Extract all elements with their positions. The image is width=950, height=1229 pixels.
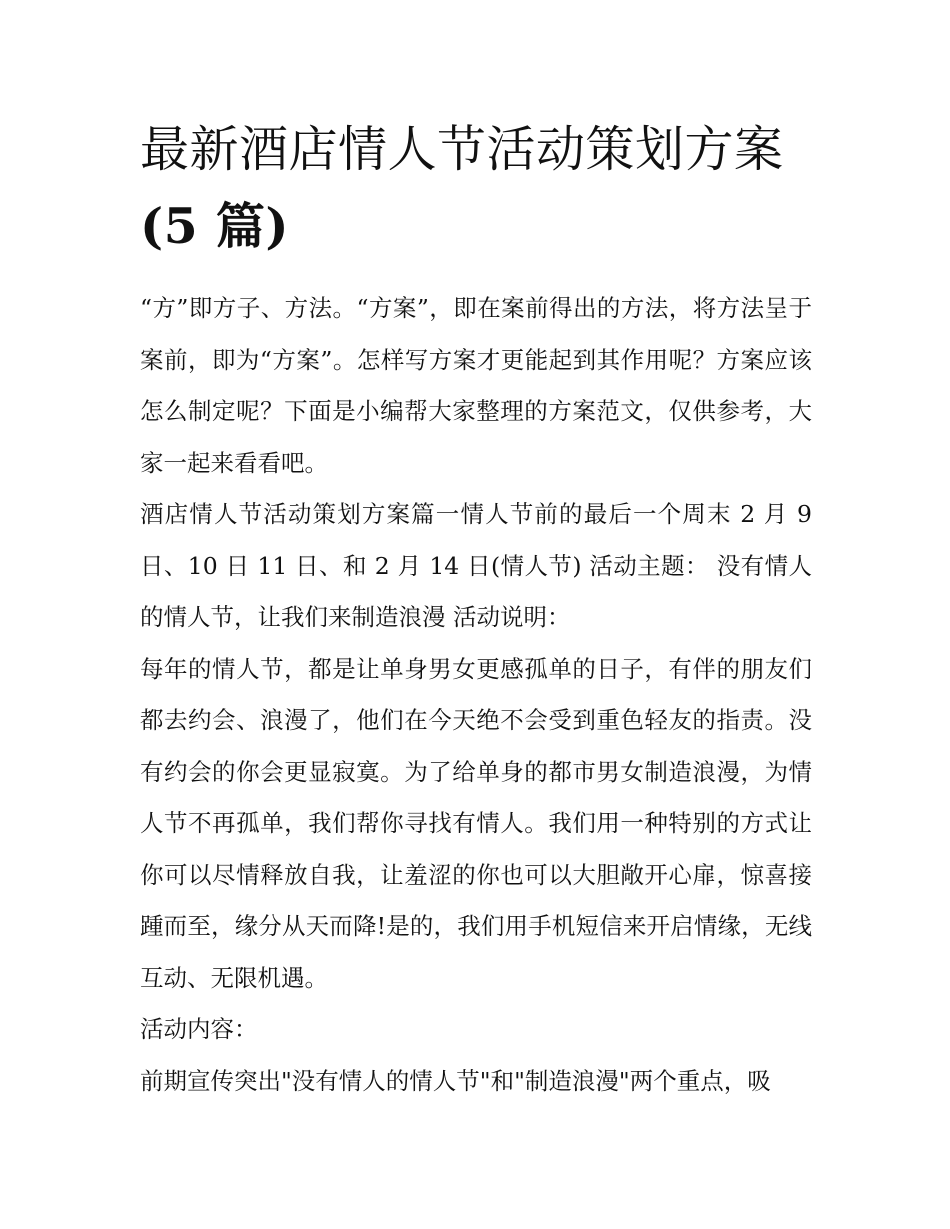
intro-paragraph: “方”即方子、方法。“方案”，即在案前得出的方法，将方法呈于案前，即为“方案”。怎样写方案才更能起到其作用呢？方案应该怎么制定呢？下面是小编帮大家整理的方案范文，仅供参考，大家一起来看看吧。 xyxy=(140,294,812,477)
title-count-line: (5 篇) xyxy=(140,197,290,255)
plan-one-paragraph: 酒店情人节活动策划方案篇一情人节前的最后一个周末 2 月 9 日、10 日 11 日、和 2 月 14 日(情人节) 活动主题： 没有情人的情人节，让我们来制造浪漫 活动说明： xyxy=(140,500,812,631)
promotion-paragraph: 前期宣传突出"没有情人的情人节"和"制造浪漫"两个重点，吸 xyxy=(140,1066,771,1095)
activity-description-paragraph: 每年的情人节，都是让单身男女更感孤单的日子，有伴的朋友们都去约会、浪漫了，他们在今天绝不会受到重色轻友的指责。没有约会的你会更显寂寞。为了给单身的都市男女制造浪漫，为情人节不再孤单，我们帮你寻找有情人。我们用一种特别的方式让你可以尽情释放自我，让羞涩的你也可以大胆敞开心扉，惊喜接踵而至，缘分从天而降!是的，我们用手机短信来开启情缘，无线互动、无限机遇。 xyxy=(140,654,812,992)
document-body xyxy=(140,283,812,1107)
document-content xyxy=(140,112,812,1107)
title-main-line: 最新酒店情人节活动策划方案 xyxy=(140,121,784,178)
activity-content-heading: 活动内容： xyxy=(140,1015,258,1043)
document-title xyxy=(140,112,812,264)
